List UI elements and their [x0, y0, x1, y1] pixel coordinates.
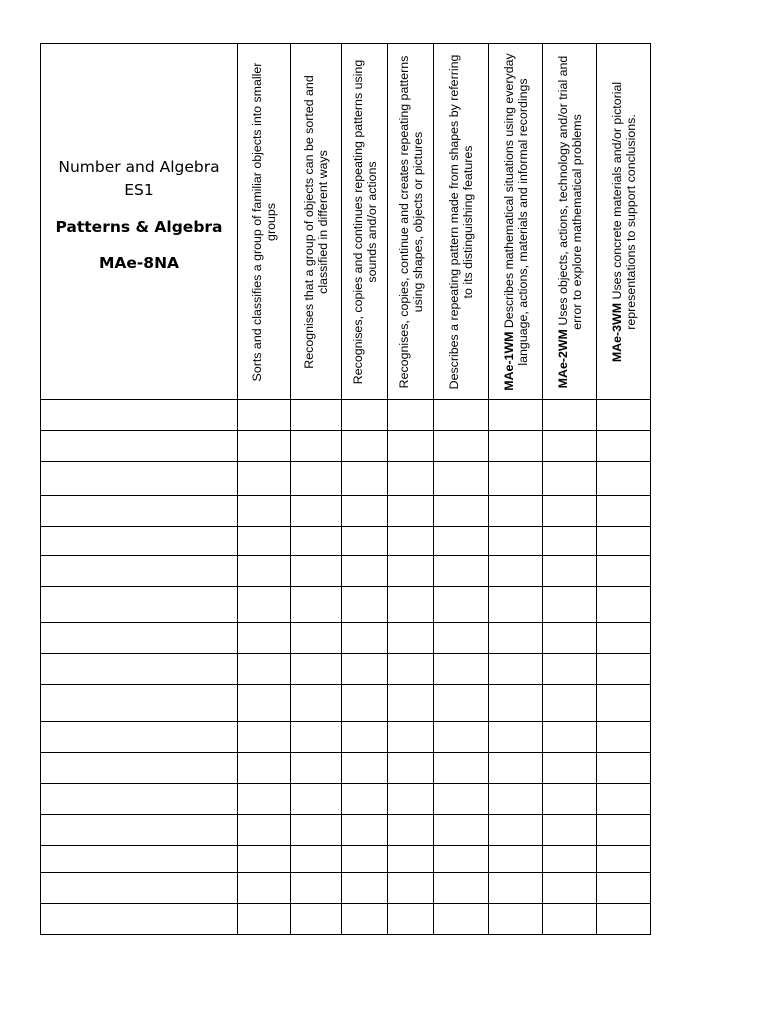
checkbox-cell[interactable]: [291, 654, 342, 685]
checkbox-cell[interactable]: [238, 815, 291, 846]
header-cell-4: [388, 44, 434, 400]
header-text: Recognises that a group of objects can be sorted and classified in different ways: [302, 74, 330, 369]
checkbox-cell[interactable]: [238, 496, 291, 527]
checkbox-cell[interactable]: [342, 685, 388, 722]
checkbox-cell[interactable]: [543, 527, 597, 556]
checkbox-cell[interactable]: [434, 654, 489, 685]
header-code: MAe-1WM: [501, 331, 516, 391]
checkbox-cell[interactable]: [597, 556, 651, 587]
checkbox-cell[interactable]: [543, 431, 597, 462]
checkbox-cell[interactable]: [543, 846, 597, 873]
checkbox-cell[interactable]: [543, 722, 597, 753]
header-text: Sorts and classifies a group of familiar objects into smaller groups: [250, 62, 278, 381]
checkbox-cell[interactable]: [388, 623, 434, 654]
checkbox-cell[interactable]: [597, 527, 651, 556]
checkbox-cell[interactable]: [388, 654, 434, 685]
checkbox-cell[interactable]: [388, 846, 434, 873]
checkbox-cell[interactable]: [291, 873, 342, 904]
checkbox-cell[interactable]: [543, 815, 597, 846]
student-name-cell[interactable]: [41, 846, 238, 873]
table-row: [41, 527, 651, 556]
checkbox-cell[interactable]: [597, 587, 651, 623]
checkbox-cell[interactable]: [489, 587, 543, 623]
checkbox-cell[interactable]: [489, 753, 543, 784]
table-row: [41, 587, 651, 623]
assessment-grid: [40, 43, 651, 935]
table-row: [41, 462, 651, 496]
checkbox-cell[interactable]: [489, 431, 543, 462]
header-code: MAe-3WM: [609, 302, 624, 362]
header-cell-1: [238, 44, 291, 400]
checkbox-cell[interactable]: [543, 623, 597, 654]
checkbox-cell[interactable]: [543, 587, 597, 623]
checkbox-cell[interactable]: [489, 623, 543, 654]
title-line-2: ES1: [124, 180, 154, 199]
checkbox-cell[interactable]: [434, 904, 489, 935]
checkbox-cell[interactable]: [543, 462, 597, 496]
table-row: [41, 873, 651, 904]
student-name-cell[interactable]: [41, 784, 238, 815]
header-cell-5: [434, 44, 489, 400]
checkbox-cell[interactable]: [597, 496, 651, 527]
checkbox-cell[interactable]: [238, 556, 291, 587]
checkbox-cell[interactable]: [388, 587, 434, 623]
checkbox-cell[interactable]: [597, 722, 651, 753]
student-name-cell[interactable]: [41, 462, 238, 496]
checkbox-cell[interactable]: [543, 496, 597, 527]
table-row: [41, 753, 651, 784]
header-row: [41, 44, 651, 400]
checkbox-cell[interactable]: [434, 753, 489, 784]
checkbox-cell[interactable]: [342, 904, 388, 935]
checkbox-cell[interactable]: [597, 904, 651, 935]
header-text: Uses concrete materials and/or pictorial representations to support conclusions.: [609, 81, 638, 330]
student-name-cell[interactable]: [41, 623, 238, 654]
header-cell-2: [291, 44, 342, 400]
checkbox-cell[interactable]: [238, 784, 291, 815]
checkbox-cell[interactable]: [388, 873, 434, 904]
checkbox-cell[interactable]: [238, 400, 291, 431]
grid-body: [41, 400, 651, 935]
checkbox-cell[interactable]: [238, 685, 291, 722]
checkbox-cell[interactable]: [434, 431, 489, 462]
table-row: [41, 400, 651, 431]
checkbox-cell[interactable]: [489, 556, 543, 587]
checkbox-cell[interactable]: [489, 815, 543, 846]
checkbox-cell[interactable]: [291, 496, 342, 527]
title-cell: [41, 44, 238, 400]
checkbox-cell[interactable]: [543, 685, 597, 722]
student-name-cell[interactable]: [41, 527, 238, 556]
checkbox-cell[interactable]: [342, 784, 388, 815]
checkbox-cell[interactable]: [597, 873, 651, 904]
student-name-cell[interactable]: [41, 431, 238, 462]
checkbox-cell[interactable]: [434, 784, 489, 815]
checkbox-cell[interactable]: [238, 722, 291, 753]
checkbox-cell[interactable]: [543, 904, 597, 935]
checkbox-cell[interactable]: [291, 400, 342, 431]
header-text: Describes mathematical situations using everyday language, actions, materials and informal recordings: [501, 52, 530, 366]
checkbox-cell[interactable]: [597, 815, 651, 846]
header-cell-7: [543, 44, 597, 400]
table-row: [41, 722, 651, 753]
student-name-cell[interactable]: [41, 722, 238, 753]
header-text: Uses objects, actions, technology and/or trial and error to explore mathematical problems: [555, 55, 584, 330]
checkbox-cell[interactable]: [489, 784, 543, 815]
checkbox-cell[interactable]: [291, 722, 342, 753]
checkbox-cell[interactable]: [434, 873, 489, 904]
checkbox-cell[interactable]: [238, 846, 291, 873]
student-name-cell[interactable]: [41, 556, 238, 587]
checkbox-cell[interactable]: [291, 904, 342, 935]
checkbox-cell[interactable]: [291, 587, 342, 623]
student-name-cell[interactable]: [41, 587, 238, 623]
checkbox-cell[interactable]: [388, 556, 434, 587]
header-cell-3: [342, 44, 388, 400]
header-cell-6: [489, 44, 543, 400]
checkbox-cell[interactable]: [434, 685, 489, 722]
header-text: Recognises, copies and continues repeating patterns using sounds and/or actions: [350, 59, 379, 384]
checkbox-cell[interactable]: [342, 587, 388, 623]
checkbox-cell[interactable]: [434, 587, 489, 623]
checkbox-cell[interactable]: [434, 846, 489, 873]
checkbox-cell[interactable]: [489, 462, 543, 496]
checkbox-cell[interactable]: [543, 753, 597, 784]
checkbox-cell[interactable]: [238, 587, 291, 623]
checkbox-cell[interactable]: [388, 462, 434, 496]
checkbox-cell[interactable]: [388, 431, 434, 462]
checkbox-cell[interactable]: [238, 527, 291, 556]
checkbox-cell[interactable]: [342, 815, 388, 846]
checkbox-cell[interactable]: [291, 556, 342, 587]
header-text: Recognises, copies, continue and creates repeating patterns using shapes, objects or pictures: [396, 55, 425, 388]
table-row: [41, 904, 651, 935]
outcome-code: MAe-8NA: [98, 253, 180, 272]
checkbox-cell[interactable]: [597, 400, 651, 431]
checkbox-cell[interactable]: [342, 431, 388, 462]
checkbox-cell[interactable]: [388, 815, 434, 846]
checkbox-cell[interactable]: [489, 873, 543, 904]
student-name-cell[interactable]: [41, 815, 238, 846]
checkbox-cell[interactable]: [342, 846, 388, 873]
checkbox-cell[interactable]: [489, 904, 543, 935]
student-name-cell[interactable]: [41, 400, 238, 431]
table-row: [41, 815, 651, 846]
checkbox-cell[interactable]: [597, 462, 651, 496]
checkbox-cell[interactable]: [342, 527, 388, 556]
checkbox-cell[interactable]: [489, 654, 543, 685]
strand-title: Patterns & Algebra: [55, 217, 223, 236]
checkbox-cell[interactable]: [291, 784, 342, 815]
checkbox-cell[interactable]: [342, 462, 388, 496]
checkbox-cell[interactable]: [489, 496, 543, 527]
checkbox-cell[interactable]: [342, 556, 388, 587]
checkbox-cell[interactable]: [388, 527, 434, 556]
title-line-1: Number and Algebra: [58, 157, 220, 176]
checkbox-cell[interactable]: [489, 527, 543, 556]
checkbox-cell[interactable]: [388, 722, 434, 753]
checkbox-cell[interactable]: [543, 556, 597, 587]
checkbox-cell[interactable]: [291, 431, 342, 462]
checkbox-cell[interactable]: [238, 623, 291, 654]
checkbox-cell[interactable]: [597, 623, 651, 654]
student-name-cell[interactable]: [41, 873, 238, 904]
student-name-cell[interactable]: [41, 496, 238, 527]
checkbox-cell[interactable]: [342, 654, 388, 685]
table-row: [41, 623, 651, 654]
checkbox-cell[interactable]: [543, 654, 597, 685]
checkbox-cell[interactable]: [434, 623, 489, 654]
checkbox-cell[interactable]: [543, 873, 597, 904]
checkbox-cell[interactable]: [489, 685, 543, 722]
checkbox-cell[interactable]: [388, 400, 434, 431]
checkbox-cell[interactable]: [342, 873, 388, 904]
checkbox-cell[interactable]: [342, 722, 388, 753]
checkbox-cell[interactable]: [342, 753, 388, 784]
checkbox-cell[interactable]: [434, 815, 489, 846]
checkbox-cell[interactable]: [388, 685, 434, 722]
checkbox-cell[interactable]: [238, 654, 291, 685]
checkbox-cell[interactable]: [388, 496, 434, 527]
student-name-cell[interactable]: [41, 904, 238, 935]
checkbox-cell[interactable]: [238, 904, 291, 935]
checkbox-cell[interactable]: [489, 846, 543, 873]
checkbox-cell[interactable]: [597, 431, 651, 462]
checkbox-cell[interactable]: [238, 462, 291, 496]
header-code: MAe-2WM: [555, 328, 570, 388]
checkbox-cell[interactable]: [342, 623, 388, 654]
checkbox-cell[interactable]: [238, 753, 291, 784]
checkbox-cell[interactable]: [291, 623, 342, 654]
table-row: [41, 496, 651, 527]
checkbox-cell[interactable]: [489, 400, 543, 431]
checkbox-cell[interactable]: [597, 685, 651, 722]
table-row: [41, 431, 651, 462]
table-row: [41, 846, 651, 873]
checkbox-cell[interactable]: [238, 873, 291, 904]
checkbox-cell[interactable]: [434, 400, 489, 431]
checkbox-cell[interactable]: [543, 784, 597, 815]
table-row: [41, 556, 651, 587]
checkbox-cell[interactable]: [597, 784, 651, 815]
checkbox-cell[interactable]: [597, 846, 651, 873]
checkbox-cell[interactable]: [291, 462, 342, 496]
table-row: [41, 685, 651, 722]
checkbox-cell[interactable]: [434, 496, 489, 527]
header-cell-8: [597, 44, 651, 400]
checkbox-cell[interactable]: [291, 815, 342, 846]
checkbox-cell[interactable]: [388, 904, 434, 935]
checkbox-cell[interactable]: [597, 654, 651, 685]
checkbox-cell[interactable]: [388, 753, 434, 784]
checkbox-cell[interactable]: [291, 685, 342, 722]
checkbox-cell[interactable]: [434, 722, 489, 753]
checkbox-cell[interactable]: [388, 784, 434, 815]
header-text: Describes a repeating pattern made from shapes by referring to its distinguishing features: [447, 54, 475, 389]
student-name-cell[interactable]: [41, 753, 238, 784]
student-name-cell[interactable]: [41, 654, 238, 685]
checkbox-cell[interactable]: [434, 556, 489, 587]
table-row: [41, 654, 651, 685]
student-name-cell[interactable]: [41, 685, 238, 722]
table-row: [41, 784, 651, 815]
checkbox-cell[interactable]: [342, 400, 388, 431]
checkbox-cell[interactable]: [238, 431, 291, 462]
checkbox-cell[interactable]: [543, 400, 597, 431]
checkbox-cell[interactable]: [434, 462, 489, 496]
checkbox-cell[interactable]: [342, 496, 388, 527]
checkbox-cell[interactable]: [597, 753, 651, 784]
checkbox-cell[interactable]: [434, 527, 489, 556]
checkbox-cell[interactable]: [291, 753, 342, 784]
checkbox-cell[interactable]: [489, 722, 543, 753]
checkbox-cell[interactable]: [291, 527, 342, 556]
checkbox-cell[interactable]: [291, 846, 342, 873]
